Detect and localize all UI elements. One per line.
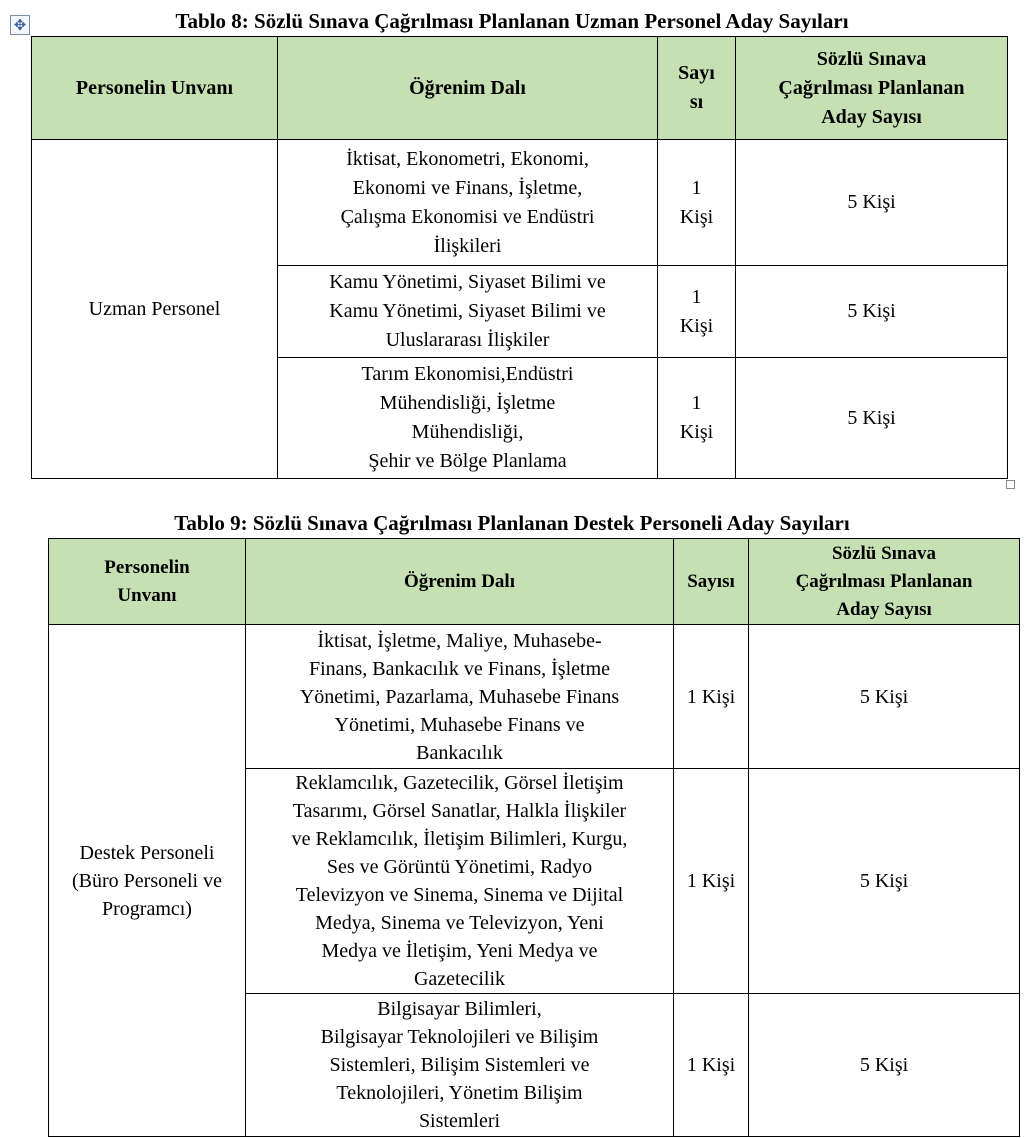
sayi-line: 1 xyxy=(691,285,702,308)
table8-header-aday xyxy=(736,37,1008,140)
table9-sayi-cell: 1 Kişi xyxy=(674,994,749,1137)
table9-unvan-cell xyxy=(49,625,246,1137)
table8-dal-cell xyxy=(278,140,658,266)
table9-dal-cell xyxy=(246,994,674,1137)
table8-unvan-cell: Uzman Personel xyxy=(32,140,278,479)
header-line: Sayı xyxy=(678,62,715,84)
dal-line: Tasarımı, Görsel Sanatlar, Halkla İlişkiler xyxy=(292,800,627,822)
table8-aday-cell: 5 Kişi xyxy=(736,140,1008,266)
sayi-line: 1 xyxy=(691,392,702,414)
table-row xyxy=(32,140,1008,266)
table9-header-aday xyxy=(749,539,1020,625)
dal-line: Tarım Ekonomisi,Endüstri xyxy=(361,363,574,385)
table8-header-row xyxy=(32,37,1008,140)
dal-line: Mühendisliği, xyxy=(411,421,524,443)
dal-line: Medya, Sinema ve Televizyon, Yeni xyxy=(315,912,604,934)
sayi-line: 1 xyxy=(691,176,702,199)
table9-header-dal: Öğrenim Dalı xyxy=(246,539,674,625)
header-line: Personelin xyxy=(104,556,190,578)
header-line: Çağrılması Planlanan xyxy=(795,570,973,592)
dal-line: Televizyon ve Sinema, Sinema ve Dijital xyxy=(295,884,624,906)
table-resize-handle-icon[interactable] xyxy=(1006,480,1015,489)
table9 xyxy=(48,538,1020,1137)
header-line: Çağrılması Planlanan xyxy=(778,76,965,99)
dal-line: Sistemleri, Bilişim Sistemleri ve xyxy=(329,1054,590,1076)
dal-line: Medya ve İletişim, Yeni Medya ve xyxy=(321,940,598,962)
unvan-line: Programcı) xyxy=(102,897,192,920)
table8-dal-cell xyxy=(278,358,658,479)
dal-line: Teknolojileri, Yönetim Bilişim xyxy=(336,1082,583,1104)
table8-header-unvan: Personelin Unvanı xyxy=(32,37,278,140)
table9-dal-cell xyxy=(246,769,674,994)
dal-line: Mühendisliği, İşletme xyxy=(379,392,556,414)
dal-line: İktisat, İşletme, Maliye, Muhasebe- xyxy=(317,629,602,652)
table9-sayi-cell: 1 Kişi xyxy=(674,625,749,769)
table8-aday-cell: 5 Kişi xyxy=(736,358,1008,479)
dal-line: Uluslararası İlişkiler xyxy=(385,329,550,351)
header-line: Unvanı xyxy=(117,584,177,606)
table8-sayi-cell xyxy=(658,266,736,358)
sayi-line: Kişi xyxy=(679,421,714,443)
dal-line: Ses ve Görüntü Yönetimi, Radyo xyxy=(326,856,593,878)
header-line: Sözlü Sınava xyxy=(831,542,936,564)
dal-line: Bilgisayar Teknolojileri ve Bilişim xyxy=(320,1026,599,1048)
table8-header-sayi xyxy=(658,37,736,140)
dal-line: Bilgisayar Bilimleri, xyxy=(377,998,542,1020)
dal-line: İktisat, Ekonometri, Ekonomi, xyxy=(346,147,589,170)
table9-dal-cell xyxy=(246,625,674,769)
sayi-line: Kişi xyxy=(679,205,714,228)
dal-line: Çalışma Ekonomisi ve Endüstri xyxy=(340,205,595,228)
header-line: Sözlü Sınava xyxy=(816,47,927,70)
sayi-line: Kişi xyxy=(679,314,714,337)
table8-sayi-cell xyxy=(658,358,736,479)
table9-header-sayi: Sayısı xyxy=(674,539,749,625)
table8-sayi-cell xyxy=(658,140,736,266)
dal-line: Yönetimi, Muhasebe Finans ve xyxy=(334,713,585,736)
table9-header-unvan xyxy=(49,539,246,625)
dal-line: Bankacılık xyxy=(416,741,503,764)
table-move-handle-icon[interactable]: ✥ xyxy=(10,15,30,35)
table8-dal-cell xyxy=(278,266,658,358)
dal-line: Kamu Yönetimi, Siyaset Bilimi ve xyxy=(329,300,606,322)
table9-aday-cell: 5 Kişi xyxy=(749,625,1020,769)
table9-aday-cell: 5 Kişi xyxy=(749,994,1020,1137)
header-line: sı xyxy=(689,91,704,113)
unvan-line: Destek Personeli xyxy=(79,841,215,864)
table9-header-row xyxy=(49,539,1020,625)
dal-line: Gazetecilik xyxy=(413,968,506,990)
dal-line: Yönetimi, Pazarlama, Muhasebe Finans xyxy=(299,685,620,708)
table8-header-dal: Öğrenim Dalı xyxy=(278,37,658,140)
header-line: Aday Sayısı xyxy=(836,598,932,620)
table8-aday-cell: 5 Kişi xyxy=(736,266,1008,358)
table9-sayi-cell: 1 Kişi xyxy=(674,769,749,994)
dal-line: Ekonomi ve Finans, İşletme, xyxy=(352,176,583,199)
dal-line: Finans, Bankacılık ve Finans, İşletme xyxy=(308,657,611,680)
dal-line: İlişkileri xyxy=(433,234,502,257)
table9-caption: Tablo 9: Sözlü Sınava Çağrılması Planlanan Destek Personeli Aday Sayıları xyxy=(174,511,850,535)
dal-line: Kamu Yönetimi, Siyaset Bilimi ve xyxy=(329,271,606,293)
table8 xyxy=(31,36,1008,479)
dal-line: ve Reklamcılık, İletişim Bilimleri, Kurgu, xyxy=(291,828,628,850)
table9-aday-cell: 5 Kişi xyxy=(749,769,1020,994)
table8-caption: Tablo 8: Sözlü Sınava Çağrılması Planlanan Uzman Personel Aday Sayıları xyxy=(175,9,849,33)
dal-line: Şehir ve Bölge Planlama xyxy=(368,450,567,472)
dal-line: Sistemleri xyxy=(418,1110,501,1132)
header-line: Aday Sayısı xyxy=(821,105,922,128)
dal-line: Reklamcılık, Gazetecilik, Görsel İletişim xyxy=(295,772,624,794)
unvan-line: (Büro Personeli ve xyxy=(72,869,222,892)
table-row xyxy=(49,625,1020,769)
